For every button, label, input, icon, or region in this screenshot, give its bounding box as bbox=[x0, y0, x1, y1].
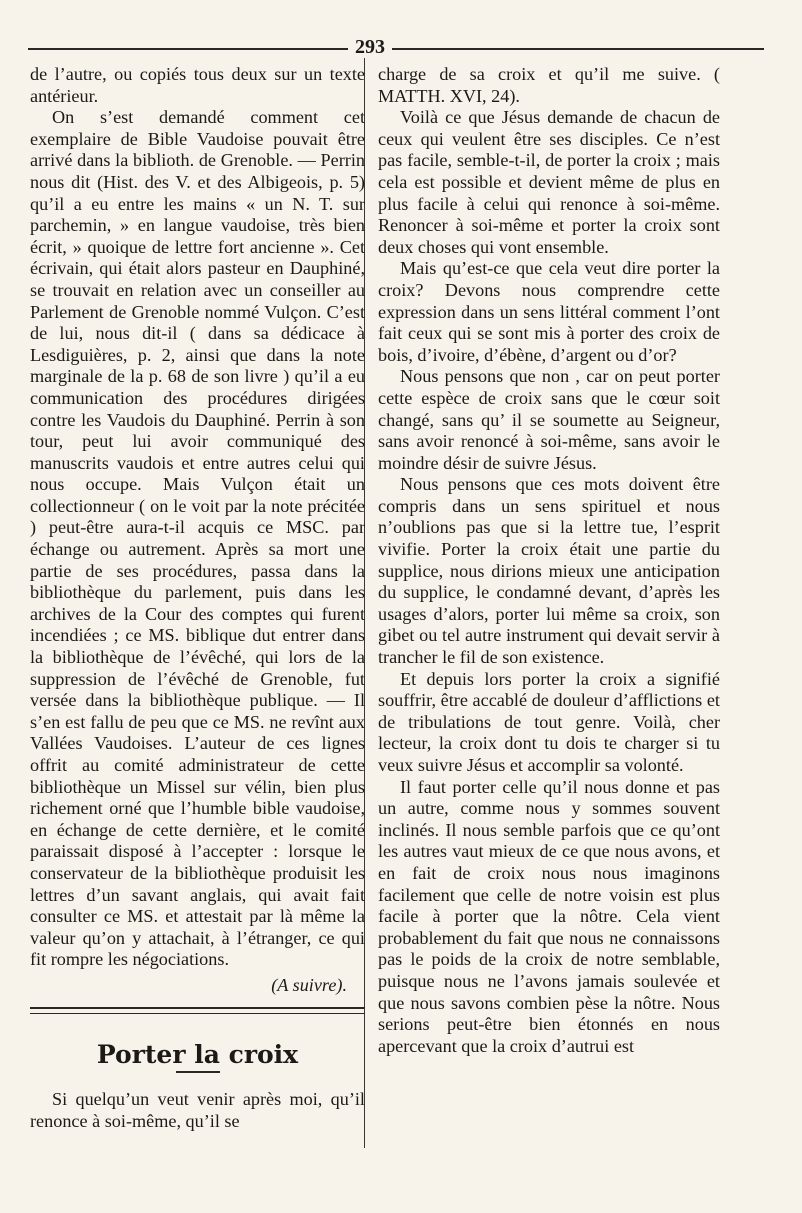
paragraph: Nous pensons que non , car on peut porter cette espèce de croix sans que le cœur soit changé, sans qu’ il se soumette au Seigneur, sans avoir renoncé à soi-même, sans avoir le moindre désir de suivre Jésus. bbox=[378, 366, 720, 473]
title-underline bbox=[176, 1071, 220, 1073]
paragraph: de l’autre, ou copiés tous deux sur un texte antérieur. bbox=[30, 64, 365, 106]
paragraph: Si quelqu’un veut venir après moi, qu’il renonce à soi-même, qu’il se bbox=[30, 1089, 365, 1131]
paragraph: Nous pensons que ces mots doivent être compris dans un sens spirituel et nous n’oublions pas que si la lettre tue, l’esprit vivifie. Porter la croix était une partie du supplice, nous dirions mieux une anticipation du supplice, le condamné devant, d’après les usages d’alors, porter lui même sa croix, son gibet ou tel autre instrument qui devait servir à trancher le fil de son existence. bbox=[378, 474, 720, 668]
paragraph: Mais qu’est-ce que cela veut dire porter la croix? Devons nous comprendre cette expression dans un sens littéral comment l’ont fait ceux qui se sont mis à porter des croix de bois, d’ivoire, d’ébène, d’argent ou d’or? bbox=[378, 258, 720, 365]
section-separator-thin bbox=[30, 1013, 365, 1014]
header-rule-left bbox=[28, 48, 348, 50]
paragraph: charge de sa croix et qu’il me suive. ( MATTH. XVI, 24). bbox=[378, 64, 720, 106]
header-rule-right bbox=[392, 48, 764, 50]
section-title: Porter la croix bbox=[96, 1039, 299, 1069]
to-be-continued: (A suivre). bbox=[271, 974, 347, 995]
section-separator bbox=[30, 1007, 365, 1009]
paragraph: Il faut porter celle qu’il nous donne et pas un autre, comme nous y sommes souvent inclinés. Il nous semble parfois que ce qu’ont les autres vaut mieux de ce que nous avons, et en fait de croix nous nous imaginons facilement que celle de notre voisin est plus facile à porter que la nôtre. Cela vient probablement du fait que nous ne connaissons pas le poids de la croix de notre semblable, puisque nous ne l’avons jamais soulevée et que nous savons combien pèse la nôtre. Nous serions peut-être bien étonnés en nous apercevant que la croix d’autrui est bbox=[378, 776, 720, 1056]
right-column bbox=[378, 64, 720, 1057]
paragraph: On s’est demandé comment cet exemplaire de Bible Vaudoise pouvait être arrivé dans la biblioth. de Grenoble. — Perrin nous dit (Hist. des V. et des Albigeois, p. 5) qu’il a eu entre les mains « un N. T. sur parchemin, » en langue vaudoise, très bien écrit, » quoique de lettre fort ancienne ». Cet écrivain, qui était alors pasteur en Dauphiné, se trouvait en relation avec un conseiller au Parlement de Grenoble nommé Vulçon. C’est de lui, nous dit-il ( dans sa dédicace à Lesdiguières, p. 2, ainsi que dans la note marginale de la p. 68 de son livre ) qu’il a eu communication des procédures dirigées contre les Vaudois du Dauphiné. Perrin à son tour, peut lui avoir communiqué des manuscrits vaudois et entre autres celui qui nous occupe. Mais Vulçon était un collectionneur ( on le voit par la note précitée ) peut-être aura-t-il acquis ce MSC. par échange ou autrement. Après sa mort une partie de ses procédures, passa dans la bibliothèque du parlement, puis dans les archives de la Cour des comptes qui furent incendiées ; ce MS. biblique dut entrer dans la bibliothèque de l’évêché, qui lors de la suppression de l’évêché de Grenoble, fut versée dans la bibliothèque publique. — Il s’en est fallu de peu que ce MS. ne revînt aux Vallées Vaudoises. L’auteur de ces lignes offrit au comité administrateur de cette bibliothèque un Missel sur vélin, bien plus richement orné que l’humble bible vaudoise, en échange de cette dernière, et le comité paraissait disposé à l’accepter : lorsque le conservateur de la bibliothèque produisit les lettres d’un savant anglais, qui avait fait consulter ce MS. et attestait par là même la valeur qu’on y attachait, à l’étranger, ce qui fit rompre les négociations. bbox=[30, 107, 365, 970]
left-column bbox=[30, 64, 365, 1132]
paragraph: Voilà ce que Jésus demande de chacun de ceux qui veulent être ses disciples. Ce n’est pas facile, semble-t-il, de porter la croix ; mais cela est possible et devient même de plus en plus facile à celui qui renonce à soi-même. Renoncer à soi-même et porter la croix sont deux choses qui vont ensemble. bbox=[378, 107, 720, 257]
paragraph: Et depuis lors porter la croix a signifié souffrir, être accablé de douleur d’afflictions et de tribulations de tout genre. Voilà, cher lecteur, la croix dont tu dois te charger si tu veux suivre Jésus et accomplir sa volonté. bbox=[378, 668, 720, 775]
page-number: 293 bbox=[355, 36, 385, 58]
